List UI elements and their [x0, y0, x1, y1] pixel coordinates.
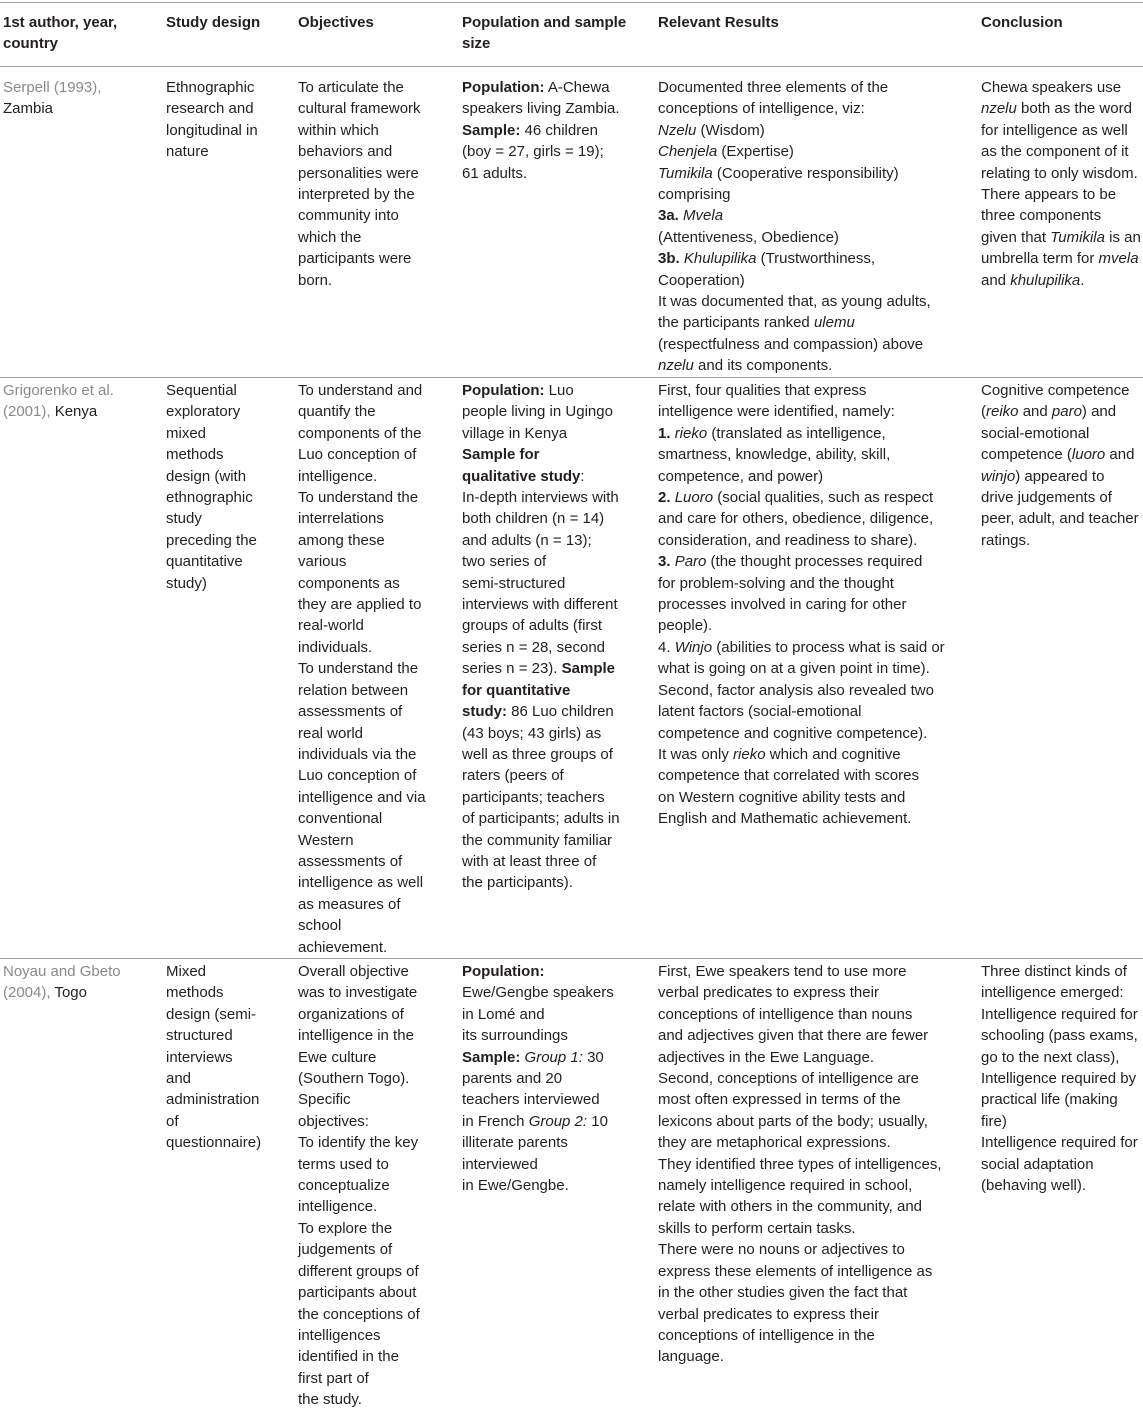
row2-population: Population: Luo people living in Ugingo village in Kenya Sample for qualitative study: In-depth interviews with both children (n = 14) and adults (n = 13); two series of semi-structured interviews with different groups of adults (first series n = 28, second series n = 23). Sample for quantitative study: 86 Luo children (43 boys; 43 girls) as well as three groups of raters (peers of participants; teachers of participants; adults in the community familiar with at least three of the participants). [462, 382, 620, 892]
author-reference: Grigorenko et al. [3, 382, 114, 399]
author-reference: Noyau and Gbeto [3, 963, 121, 980]
row-rule [0, 958, 1143, 959]
row3-objectives: Overall objective was to investigate organizations of intelligence in the Ewe culture (Southern Togo). Specific objectives: To identify the key terms used to conceptualize intelligence. To explore the judgements of different groups of participants about the conceptions of intelligences identified in the first part of the study. [298, 963, 420, 1409]
author-reference: Serpell (1993), [3, 79, 102, 96]
table-top-rule [0, 2, 1143, 3]
row1-results: Documented three elements of the conceptions of intelligence, viz: Nzelu (Wisdom) Chenjela (Expertise) Tumikila (Cooperative responsibility) comprising 3a. Mvela (Attentiveness, Obedience) 3b. Khulupilika (Trustworthiness, Cooperation) It was documented that, as young adults, the participants ranked ulemu (respectfulness and compassion) above nzelu and its components. [658, 79, 931, 375]
row2-conclusion: Cognitive competence (reiko and paro) and social-emotional competence (luoro and winjo) appeared to drive judgements of peer, adult, and teacher ratings. [981, 382, 1139, 549]
row1-study-design: Ethnographic research and longitudinal in nature [166, 79, 258, 161]
row1-author [3, 77, 151, 120]
row3-author: Noyau and Gbeto (2004), Togo [3, 961, 151, 1004]
row-rule [0, 377, 1143, 378]
header-study-design: Study design [166, 14, 261, 31]
row3-study-design: Mixed methods design (semi- structured interviews and administration of questionnaire) [166, 963, 262, 1152]
row1-objectives: To articulate the cultural framework within which behaviors and personalities were interpreted by the community into which the participants were born. [298, 79, 421, 289]
row2-objectives: To understand and quantify the components of the Luo conception of intelligence. To understand the interrelations among these various components as they are applied to real-world individuals. To understand the relation between assessments of real world individuals via the Luo conception of intelligence and via conventional Western assessments of intelligence as well as measures of school achievement. [298, 382, 426, 956]
row2-study-design: Sequential exploratory mixed methods design (with ethnographic study preceding the quantitative study) [166, 382, 257, 592]
header-conclusion: Conclusion [981, 14, 1063, 31]
author-country: Togo [54, 984, 87, 1002]
row1-population: Population: A-Chewa speakers living Zambia. Sample: 46 children (boy = 27, girls = 19); 61 adults. [462, 79, 620, 182]
author-country: Zambia [3, 100, 54, 118]
row2-results: First, four qualities that express intelligence were identified, namely: 1. rieko (translated as intelligence, smartness, knowledge, ability, skill, competence, and power) 2. Luoro (social qualities, such as respect and care for others, obedience, diligence, consideration, and readiness to share). 3. Paro (the thought processes required for problem-solving and the thought processes involved in caring for other people). 4. Winjo (abilities to process what is said or what is going on at a given point in time). Second, factor analysis also revealed two latent factors (social-emotional competence and cognitive competence). It was only rieko which and cognitive competence that correlated with scores on Western cognitive ability tests and English and Mathematic achievement. [658, 382, 945, 828]
header-rule [0, 66, 1143, 67]
row3-conclusion: Three distinct kinds of intelligence emerged: Intelligence required for schooling (pass exams, go to the next class), Intelligence required by practical life (making fire) Intelligence required for social adaptation (behaving well). [981, 963, 1138, 1195]
author-country: Kenya [54, 403, 98, 421]
header-author: 1st author, year, country [3, 14, 118, 53]
row2-author: Grigorenko et al. (2001), Kenya [3, 380, 151, 423]
row3-population: Population: Ewe/Gengbe speakers in Lomé and its surroundings Sample: Group 1: 30 parents and 20 teachers interviewed in French Group 2: 10 illiterate parents interviewed in Ewe/Gengbe. [462, 963, 614, 1195]
header-results: Relevant Results [658, 14, 779, 31]
row3-results: First, Ewe speakers tend to use more verbal predicates to express their conceptions of intelligence than nouns and adjectives given that there are fewer adjectives in the Ewe Language. Second, conceptions of intelligence are most often expressed in terms of the lexicons about parts of the body; usually, they are metaphorical expressions. They identified three types of intelligences, namely intelligence required in school, relate with others in the community, and skills to perform certain tasks. There were no nouns or adjectives to express these elements of intelligence as in the other studies given the fact that verbal predicates to express their conceptions of intelligence in the language. [658, 963, 942, 1366]
header-population: Population and sample size [462, 14, 627, 53]
row1-conclusion: Chewa speakers use nzelu both as the word for intelligence as well as the component of it relating to only wisdom. There appears to be three components given that Tumikila is an umbrella term for mvela and khulupilika. [981, 79, 1141, 289]
header-objectives: Objectives [298, 14, 374, 31]
